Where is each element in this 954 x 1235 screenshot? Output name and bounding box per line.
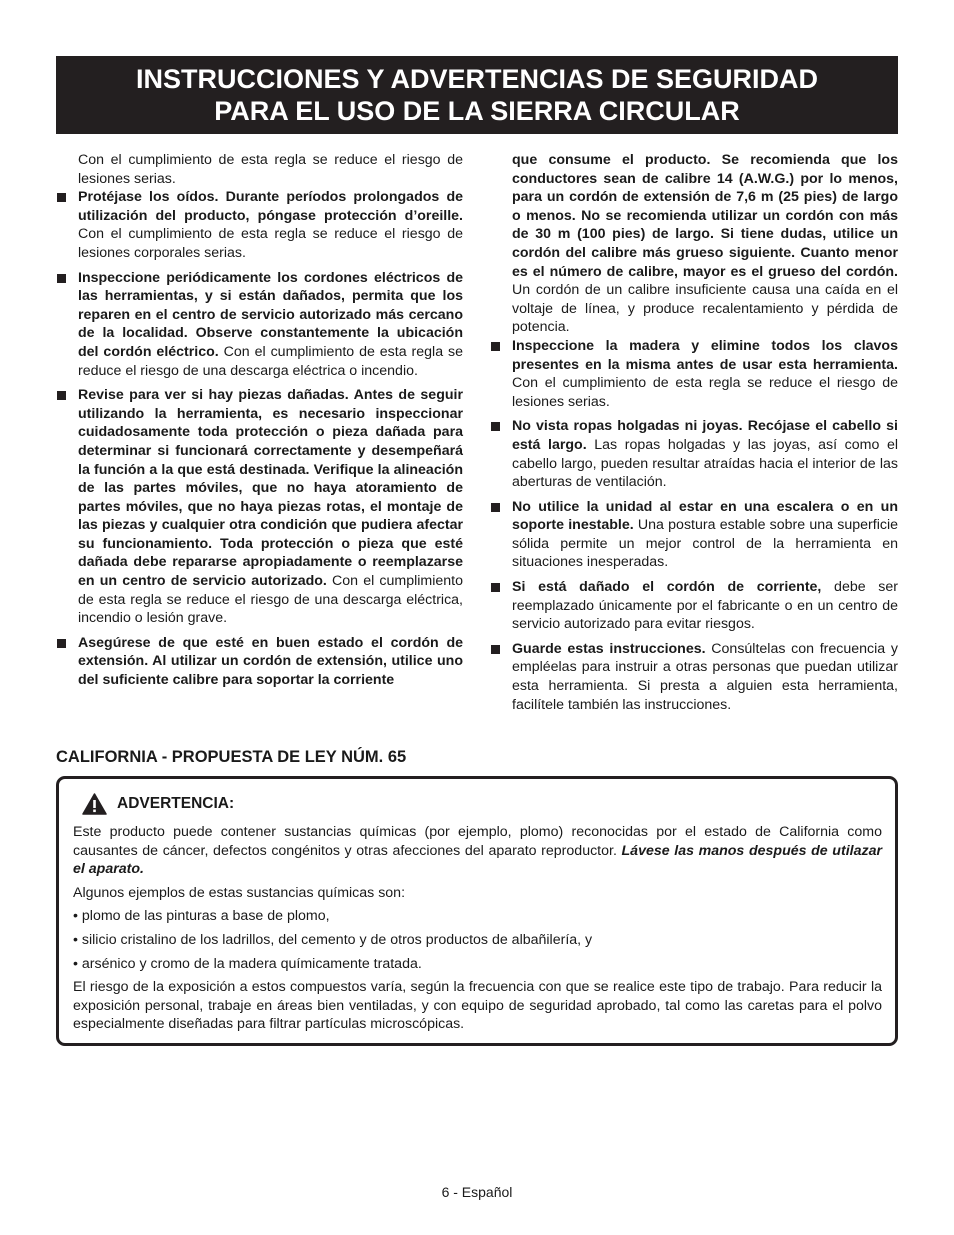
warning-para-1-text: Este producto puede contener sustancias químicas (por ejemplo, plomo) reconocidas por el estado de California como causantes de cáncer, defectos congénitos y otras afecciones del aparato reproductor.: [73, 824, 882, 859]
intro-text: Con el cumplimiento de esta regla se reduce el riesgo de lesiones serias.: [78, 152, 463, 187]
square-bullet-icon: [491, 645, 500, 654]
safety-item-bold: Guarde estas instrucciones.: [512, 640, 706, 657]
safety-item-text: debe ser reemplazado únicamente por el fabricante o en un centro de servicio autorizado para evitar riesgos.: [512, 579, 898, 633]
safety-item-bold: Inspeccione la madera y elimine todos los clavos presentes en la misma antes de usar esta herramienta.: [512, 337, 898, 373]
safety-item: [490, 337, 898, 411]
safety-item-text: Con el cumplimiento de esta regla se reduce el riesgo de una descarga eléctrica o incendio.: [78, 343, 463, 379]
wash-hands-note: Lávese las manos después de utilazar el aparato.: [73, 842, 882, 878]
safety-item-bold: No utilice la unidad al estar en una escalera o en un soporte inestable.: [512, 498, 898, 534]
page-title-banner: [56, 56, 898, 134]
left-column: [56, 151, 463, 696]
warning-box: [56, 776, 898, 1046]
square-bullet-icon: [57, 274, 66, 283]
safety-item-text: Con el cumplimiento de esta regla se reduce el riesgo de una descarga eléctrica, incendio o lesión grave.: [78, 573, 463, 627]
title-line-1: INSTRUCCIONES Y ADVERTENCIAS DE SEGURIDAD: [135, 64, 819, 94]
list-item: • arsénico y cromo de la madera químicamente tratada.: [73, 955, 422, 972]
safety-item: [490, 578, 898, 634]
list-item: • plomo de las pinturas a base de plomo,: [73, 908, 330, 925]
safety-item-text: Una postura estable sobre una superficie sólida permite un mejor control de la herramienta en situaciones inesperadas.: [512, 517, 898, 571]
title-line-2: PARA EL USO DE LA SIERRA CIRCULAR: [214, 96, 740, 126]
safety-item-bold: No vista ropas holgadas ni joyas. Recójase el cabello si está largo.: [512, 418, 898, 453]
safety-item-text: Con el cumplimiento de esta regla se reduce el riesgo de lesiones serias.: [512, 375, 898, 410]
warning-para-2: Algunos ejemplos de estas sustancias químicas son:: [73, 884, 406, 901]
square-bullet-icon: [491, 503, 500, 512]
warning-para-1: [73, 823, 882, 879]
safety-item-text: Consúltelas con frecuencia y empléelas para instruir a otras personas que puedan utilizar esta herramienta. Si presta a alguien esta herramienta, facilítele también las instrucciones.: [512, 640, 898, 713]
safety-item-bold: Asegúrese de que esté en buen estado el cordón de extensión. Al utilizar un cordón de extensión, utilice uno del suficiente calibre para soportar la corriente: [78, 634, 463, 689]
warning-header: [82, 793, 882, 815]
safety-item: [490, 417, 898, 491]
safety-item-bold: Revise para ver si hay piezas dañadas. Antes de seguir utilizando la herramienta, es necesario inspeccionar cuidadosamente toda protección o pieza dañada para determinar si funcionará correctamente y desempeñará la función a la que está destinada. Verifique la alineación de las partes móviles, que no haya atoramiento de partes móviles, que no haya piezas rotas, el montaje de las piezas y cualquier otra condición que pudiera afectar su funcionamiento. Toda protección o pieza que esté dañada debe repararse apropiadamente o reemplazarse en un centro de servicio autorizado.: [78, 387, 463, 590]
safety-item-bold: Si está dañado el cordón de corriente,: [512, 579, 822, 596]
square-bullet-icon: [57, 193, 66, 202]
square-bullet-icon: [491, 342, 500, 351]
continuation-text: [490, 151, 898, 337]
warning-heading: ADVERTENCIA:: [117, 794, 235, 812]
california-heading: CALIFORNIA - PROPUESTA DE LEY NÚM. 65: [56, 748, 407, 766]
square-bullet-icon: [491, 422, 500, 431]
safety-item-text: Con el cumplimiento de esta regla se reduce el riesgo de lesiones corporales serias.: [78, 226, 463, 261]
list-item: • silicio cristalino de los ladrillos, del cemento y de otros productos de albañilería, y: [73, 931, 593, 948]
safety-item: [56, 386, 463, 628]
continuation-plain: Un cordón de un calibre insuficiente causa una caída en el voltaje de línea, y produce recalentamiento y pérdida de potencia.: [512, 282, 898, 336]
safety-item: [56, 634, 463, 690]
safety-item: [490, 498, 898, 572]
square-bullet-icon: [491, 583, 500, 592]
safety-item: [56, 188, 463, 262]
safety-item: [490, 640, 898, 714]
safety-item-bold: Protéjase los oídos. Durante períodos prolongados de utilización del producto, póngase protección d’oreille.: [78, 189, 463, 224]
safety-item: [56, 269, 463, 381]
page-number: 6 - Español: [441, 1184, 513, 1200]
square-bullet-icon: [57, 639, 66, 648]
warning-triangle-icon: [82, 793, 107, 815]
warning-para-3: El riesgo de la exposición a estos compuestos varía, según la frecuencia con que se realice este tipo de trabajo. Para reducir la exposición personal, trabaje en áreas bien ventiladas, y con equipo de seguridad aprobado, tal como las caretas para el polvo especialmente diseñadas para filtrar partículas microscópicas.: [73, 979, 882, 1033]
safety-item-text: Las ropas holgadas y las joyas, así como el cabello largo, pueden resultar atraídas hacia el interior de las aberturas de ventilación.: [512, 436, 898, 491]
square-bullet-icon: [57, 391, 66, 400]
continuation-bold: que consume el producto. Se recomienda que los conductores sean de calibre 14 (A.W.G.) por lo menos, para un cordón de extensión de 7,6 m (25 pies) de largo o menos. No se recomienda utilizar un cordón con más de 30 m (100 pies) de largo. Si tiene dudas, utilice un cordón del calibre más grueso siguiente. Cuanto menor es el número de calibre, mayor es el grueso del cordón.: [512, 152, 898, 280]
safety-item-bold: Inspeccione periódicamente los cordones eléctricos de las herramientas, y si están dañados, permita que los reparen en el centro de servicio autorizado más cercano de la localidad. Observe constantemente la ubicación del cordón eléctrico.: [78, 269, 463, 360]
right-column: [490, 151, 898, 720]
